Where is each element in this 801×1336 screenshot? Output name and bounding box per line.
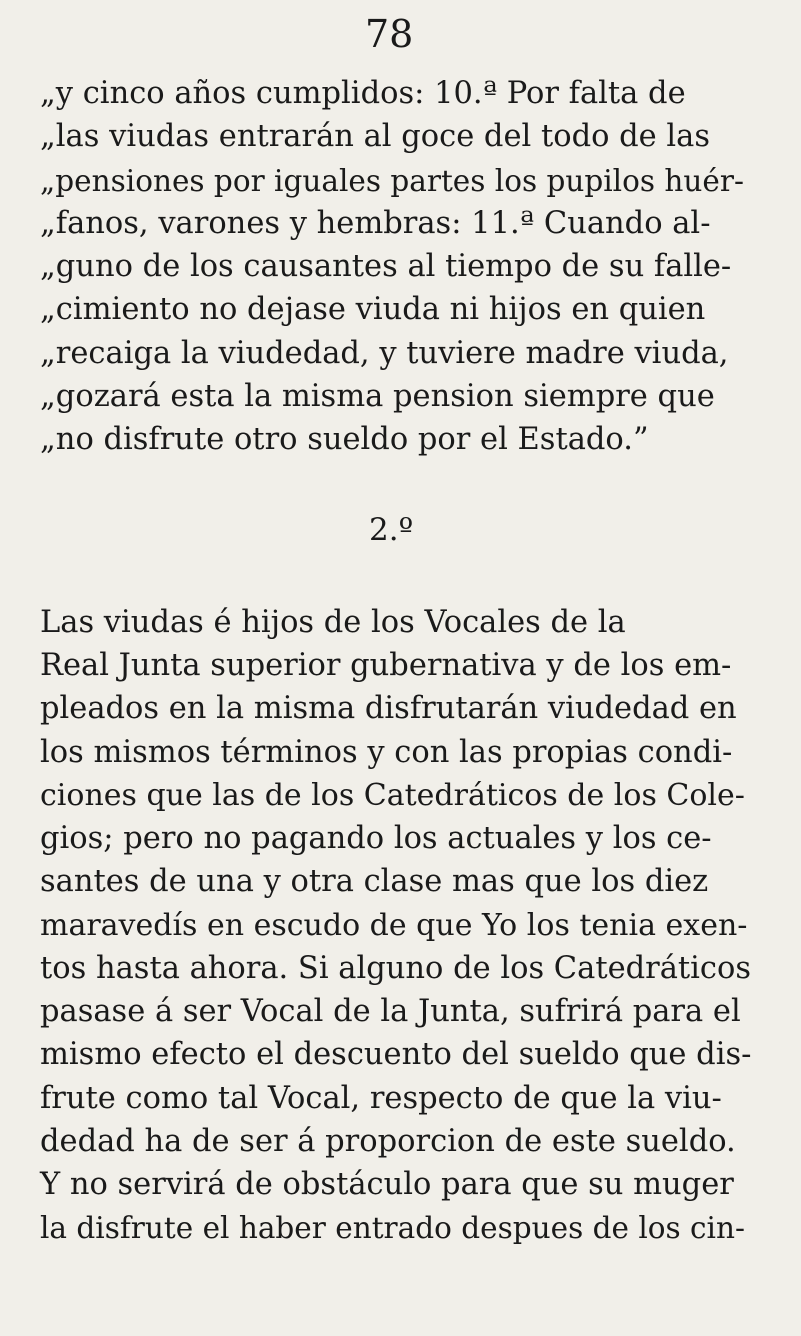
paragraph-line: frute como tal Vocal, respecto de que la viu- — [40, 1081, 722, 1116]
paragraph-line: la disfrute el haber entrado despues de los cin- — [40, 1211, 745, 1245]
paragraph-line: pasase á ser Vocal de la Junta, sufrirá para el — [40, 994, 741, 1029]
quoted-line: „gozará esta la misma pension siempre que — [40, 379, 715, 414]
quoted-line: „pensiones por iguales partes los pupilos huér- — [40, 164, 744, 198]
paragraph-line: tos hasta ahora. Si alguno de los Catedráticos — [40, 951, 752, 986]
paragraph-line: maravedís en escudo de que Yo los tenia exen- — [40, 908, 748, 943]
page-number: 78 — [365, 12, 414, 56]
paragraph-line: Y no servirá de obstáculo para que su muger — [40, 1167, 734, 1202]
paragraph-line: los mismos términos y con las propias condi- — [40, 735, 733, 770]
quoted-line: „recaiga la viudedad, y tuviere madre viuda, — [40, 336, 729, 371]
paragraph-line: dedad ha de ser á proporcion de este sueldo. — [40, 1124, 736, 1159]
paragraph-line: santes de una y otra clase mas que los diez — [40, 864, 709, 899]
quoted-line: „y cinco años cumplidos: 10.ª Por falta de — [40, 76, 686, 111]
paragraph-line: ciones que las de los Catedráticos de los Cole- — [40, 778, 745, 813]
quoted-line: „cimiento no dejase viuda ni hijos en quien — [40, 292, 706, 327]
quoted-line: „no disfrute otro sueldo por el Estado.” — [40, 422, 649, 457]
paragraph-line: mismo efecto el descuento del sueldo que dis- — [40, 1037, 752, 1072]
paragraph-line: Las viudas é hijos de los Vocales de la — [40, 605, 626, 640]
paragraph-line: gios; pero no pagando los actuales y los ce- — [40, 821, 712, 856]
paragraph-line: Real Junta superior gubernativa y de los em- — [40, 648, 732, 683]
quoted-line: „guno de los causantes al tiempo de su falle- — [40, 249, 732, 284]
quoted-line: „las viudas entrarán al goce del todo de las — [40, 119, 711, 154]
quoted-line: „fanos, varones y hembras: 11.ª Cuando al- — [40, 206, 711, 241]
section-number: 2.º — [369, 512, 414, 548]
paragraph-line: pleados en la misma disfrutarán viudedad en — [40, 691, 737, 726]
